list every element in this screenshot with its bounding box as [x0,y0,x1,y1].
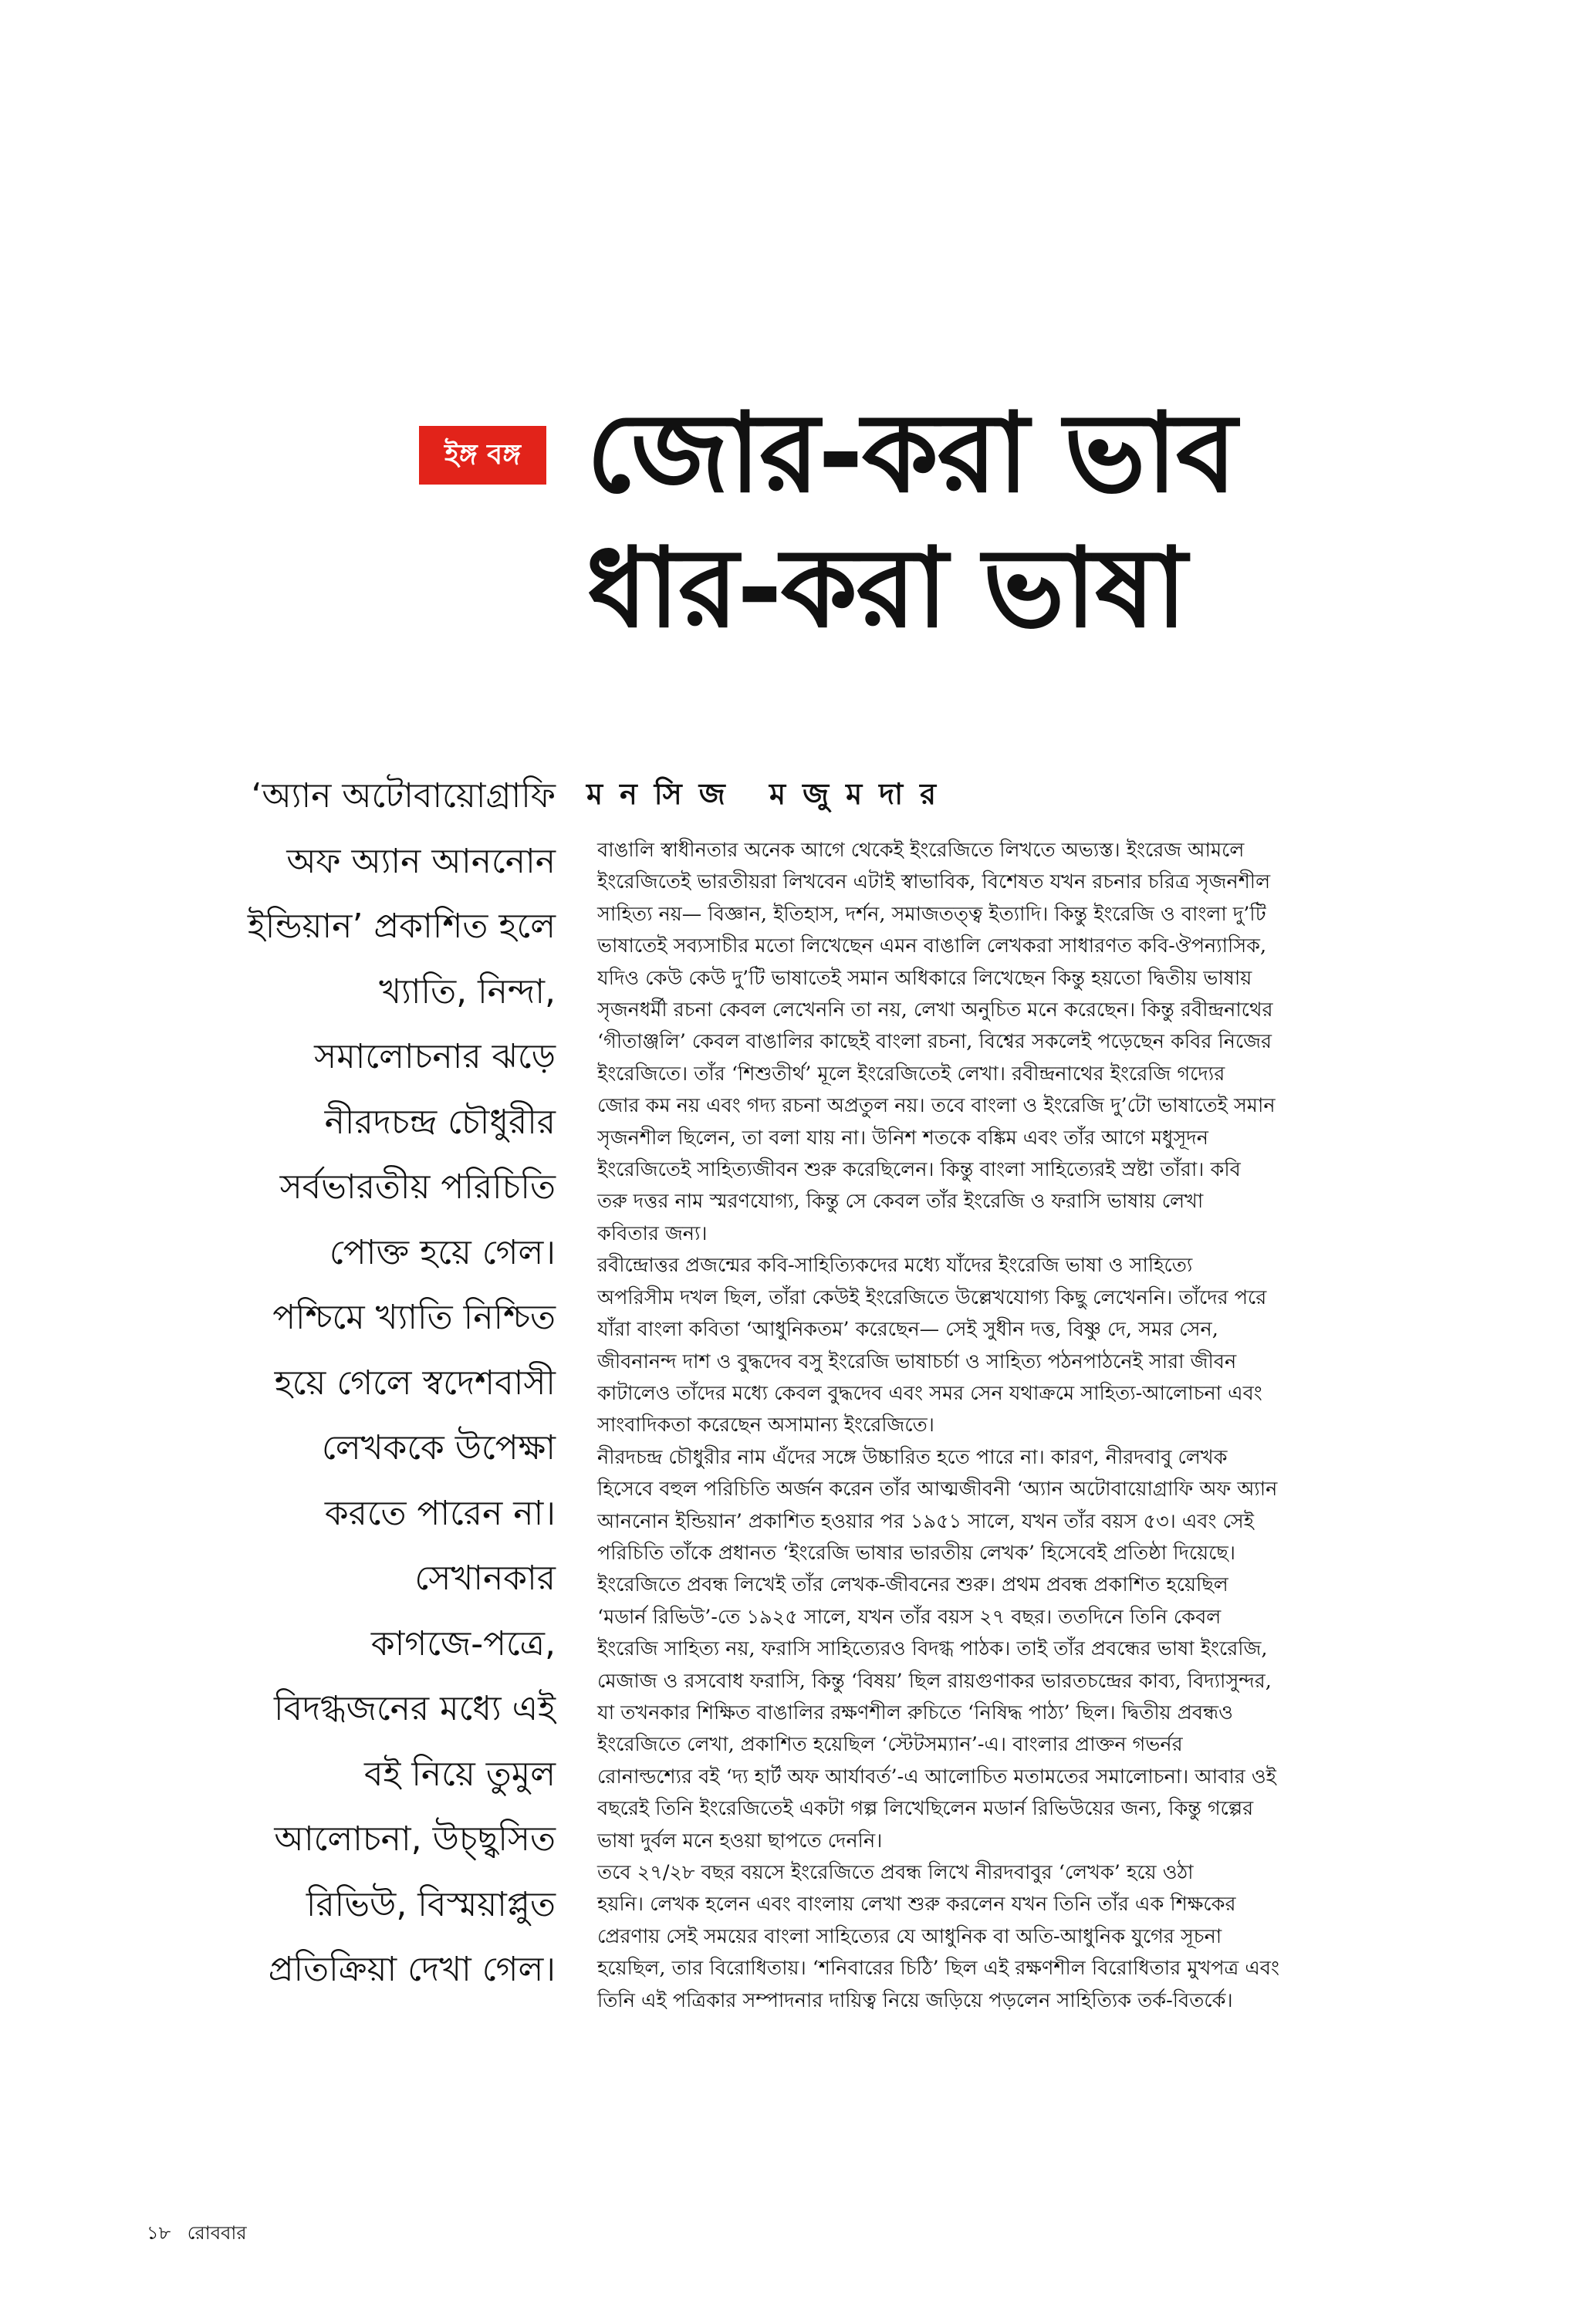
pull-quote-line: পশ্চিমে খ্যাতি নিশ্চিত [272,1298,556,1337]
body-line: মেজাজ ও রসবোধ ফরাসি, কিন্তু ‘বিষয়’ ছিল রায়গুণাকর ভারতচন্দ্রের কাব্য, বিদ্যাসুন্দর, [597,1669,1272,1693]
body-line: প্রেরণায় সেই সময়ের বাংলা সাহিত্যের যে আধুনিক বা অতি-আধুনিক যুগের সূচনা [597,1924,1222,1948]
body-line: যদিও কেউ কেউ দু’টি ভাষাতেই সমান অধিকারে লিখেছেন কিন্তু হয়তো দ্বিতীয় ভাষায় [597,966,1252,990]
body-line: তবে ২৭/২৮ বছর বয়সে ইংরেজিতে প্রবন্ধ লিখে নীরদবাবুর ‘লেখক’ হয়ে ওঠা [597,1861,1194,1884]
pull-quote-line: প্রতিক্রিয়া দেখা গেল। [268,1950,556,1989]
pull-quote-line: আলোচনা, উচ্ছ্বসিত [274,1819,556,1859]
pull-quote-line: অফ অ্যান আননোন [286,841,556,881]
body-line: কাটালেও তাঁদের মধ্যে কেবল বুদ্ধদেব এবং সমর সেন যথাক্রমে সাহিত্য-আলোচনা এবং [597,1381,1262,1405]
pull-quote-line: হয়ে গেলে স্বদেশবাসী [274,1363,556,1403]
body-line: হয়নি। লেখক হলেন এবং বাংলায় লেখা শুরু করলেন যখন তিনি তাঁর এক শিক্ষকের [597,1893,1236,1917]
pull-quote-line: সমালোচনার ঝড়ে [314,1037,556,1076]
headline-line-2: ধার-করা ভাষা [586,525,1186,652]
headline-line-1: জোর-করা ভাব [586,390,1235,517]
pull-quote-line: সর্বভারতীয় পরিচিতি [279,1167,556,1207]
body-line: ভাষা দুর্বল মনে হওয়া ছাপতে দেননি। [597,1829,883,1853]
pull-quote-line: করতে পারেন না। [324,1493,556,1533]
body-line: ইংরেজিতে প্রবন্ধ লিখেই তাঁর লেখক-জীবনের শুরু। প্রথম প্রবন্ধ প্রকাশিত হয়েছিল [597,1573,1228,1597]
body-line: অপরিসীম দখল ছিল, তাঁরা কেউই ইংরেজিতে উল্লেখযোগ্য কিছু লেখেননি। তাঁদের পরে [597,1285,1267,1309]
body-line: সৃজনশীল ছিলেন, তা বলা যায় না। উনিশ শতকে বঙ্কিম এবং তাঁর আগে মধুসূদন [597,1126,1208,1150]
body-line: ইংরেজিতেই সাহিত্যজীবন শুরু করেছিলেন। কিন্তু বাংলা সাহিত্যেরই স্রষ্টা তাঁরা। কবি [597,1158,1241,1182]
page-number: ১৮ [147,2222,171,2244]
pull-quote-line: পোক্ত হয়ে গেল। [329,1232,556,1272]
body-line: ইংরেজি সাহিত্য নয়, ফরাসি সাহিত্যেরও বিদগ্ধ পাঠক। তাই তাঁর প্রবন্ধের ভাষা ইংরেজি, [597,1637,1268,1661]
body-line: যাঁরা বাংলা কবিতা ‘আধুনিকতম’ করেছেন— সেই সুধীন দত্ত, বিষ্ণু দে, সমর সেন, [597,1318,1218,1342]
body-line: হিসেবে বহুল পরিচিতি অর্জন করেন তাঁর আত্মজীবনী ‘অ্যান অটোবায়োগ্রাফি অফ অ্যান [597,1478,1278,1501]
pull-quote-line: সেখানকার [414,1559,556,1598]
headline [586,386,1512,656]
body-line: সাহিত্য নয়— বিজ্ঞান, ইতিহাস, দর্শন, সমাজতত্ত্ব ইত্যাদি। কিন্তু ইংরেজি ও বাংলা দু’টি [597,902,1266,926]
body-line: তরু দত্তর নাম স্মরণযোগ্য, কিন্তু সে কেবল তাঁর ইংরেজি ও ফরাসি ভাষায় লেখা [597,1190,1204,1214]
body-line: জীবনানন্দ দাশ ও বুদ্ধদেব বসু ইংরেজি ভাষাচর্চা ও সাহিত্য পঠনপাঠনেই সারা জীবন [597,1349,1237,1373]
body-line: ‘গীতাঞ্জলি’ কেবল বাঙালির কাছেই বাংলা রচনা, বিশ্বের সকলেই পড়েছেন কবির নিজের [597,1030,1272,1054]
pull-quote-line: ইন্ডিয়ান’ প্রকাশিত হলে [247,907,556,946]
body-line: হয়েছিল, তার বিরোধিতায়। ‘শনিবারের চিঠি’ ছিল এই রক্ষণশীল বিরোধিতার মুখপত্র এবং [597,1957,1279,1981]
body-line: ‘মডার্ন রিভিউ’-তে ১৯২৫ সালে, যখন তাঁর বয়স ২৭ বছর। ততদিনে তিনি কেবল [597,1605,1222,1629]
body-line: আননোন ইন্ডিয়ান’ প্রকাশিত হওয়ার পর ১৯৫১ সালে, যখন তাঁর বয়স ৫৩। এবং সেই [597,1509,1255,1533]
pull-quote-line: বিদগ্ধজনের মধ্যে এই [273,1689,556,1728]
pull-quote-line: খ্যাতি, নিন্দা, [379,971,556,1012]
body-line: নীরদচন্দ্র চৌধুরীর নাম এঁদের সঙ্গে উচ্চারিত হতে পারে না। কারণ, নীরদবাবু লেখক [597,1445,1228,1469]
body-line: বছরেই তিনি ইংরেজিতেই একটা গল্প লিখেছিলেন মডার্ন রিভিউয়ের জন্য, কিন্তু গল্পের [597,1797,1254,1821]
pull-quote-line: নীরদচন্দ্র চৌধুরীর [324,1102,556,1142]
pull-quote-line: কাগজে-পত্রে, [370,1623,556,1664]
body-line: ভাষাতেই সব্যসাচীর মতো লিখেছেন এমন বাঙালি লেখকরা সাধারণত কবি-ঔপন্যাসিক, [597,934,1267,958]
body-line: কবিতার জন্য। [597,1221,708,1245]
body-line: ইংরেজিতেই ভারতীয়রা লিখবেন এটাই স্বাভাবিক, বিশেষত যখন রচনার চরিত্র সৃজনশীল [597,870,1271,894]
body-line: তিনি এই পত্রিকার সম্পাদনার দায়িত্ব নিয়ে জড়িয়ে পড়লেন সাহিত্যিক তর্ক-বিতর্কে। [597,1988,1233,2012]
article-body [597,835,1438,2017]
pull-quote-line: রিভিউ, বিস্ময়াপ্লুত [306,1884,556,1924]
body-line: সাংবাদিকতা করেছেন অসামান্য ইংরেজিতে। [597,1414,934,1437]
section-tag: ইঙ্গ বঙ্গ [419,426,546,485]
pull-quote-line: লেখককে উপেক্ষা [322,1428,556,1468]
body-line: বাঙালি স্বাধীনতার অনেক আগে থেকেই ইংরেজিতে লিখতে অভ্যস্ত। ইংরেজ আমলে [597,839,1245,862]
body-line: যা তখনকার শিক্ষিত বাঙালির রক্ষণশীল রুচিতে ‘নিষিদ্ধ পাঠ্য’ ছিল। দ্বিতীয় প্রবন্ধও [597,1701,1233,1724]
body-line: পরিচিতি তাঁকে প্রধানত ‘ইংরেজি ভাষার ভারতীয় লেখক’ হিসেবেই প্রতিষ্ঠা দিয়েছে। [597,1541,1236,1565]
body-line: ইংরেজিতে লেখা, প্রকাশিত হয়েছিল ‘স্টেটসম্যান’-এ। বাংলার প্রাক্তন গভর্নর [597,1733,1183,1757]
body-line: ইংরেজিতে। তাঁর ‘শিশুতীর্থ’ মূলে ইংরেজিতেই লেখা। রবীন্দ্রনাথের ইংরেজি গদ্যের [597,1062,1225,1086]
pull-quote [158,764,556,2003]
body-line: রোনাল্ডশ্যের বই ‘দ্য হার্ট অফ আর্যাবর্ত’-এ আলোচিত মতামতের সমালোচনা। আবার ওই [597,1765,1276,1789]
body-line: রবীন্দ্রোত্তর প্রজন্মের কবি-সাহিত্যিকদের মধ্যে যাঁদের ইংরেজি ভাষা ও সাহিত্যে [597,1254,1193,1278]
pull-quote-line: বই নিয়ে তুমুল [363,1754,556,1794]
pull-quote-line: ‘অ্যান অটোবায়োগ্রাফি [251,776,556,816]
byline: মনসিজ মজুমদার [586,777,954,811]
publication-name: রোববার [187,2222,247,2244]
body-line: জোর কম নয় এবং গদ্য রচনা অপ্রতুল নয়। তবে বাংলা ও ইংরেজি দু’টো ভাষাতেই সমান [597,1094,1276,1118]
body-line: সৃজনধর্মী রচনা কেবল লেখেননি তা নয়, লেখা অনুচিত মনে করেছেন। কিন্তু রবীন্দ্রনাথের [597,998,1273,1022]
page-footer [147,2219,247,2250]
